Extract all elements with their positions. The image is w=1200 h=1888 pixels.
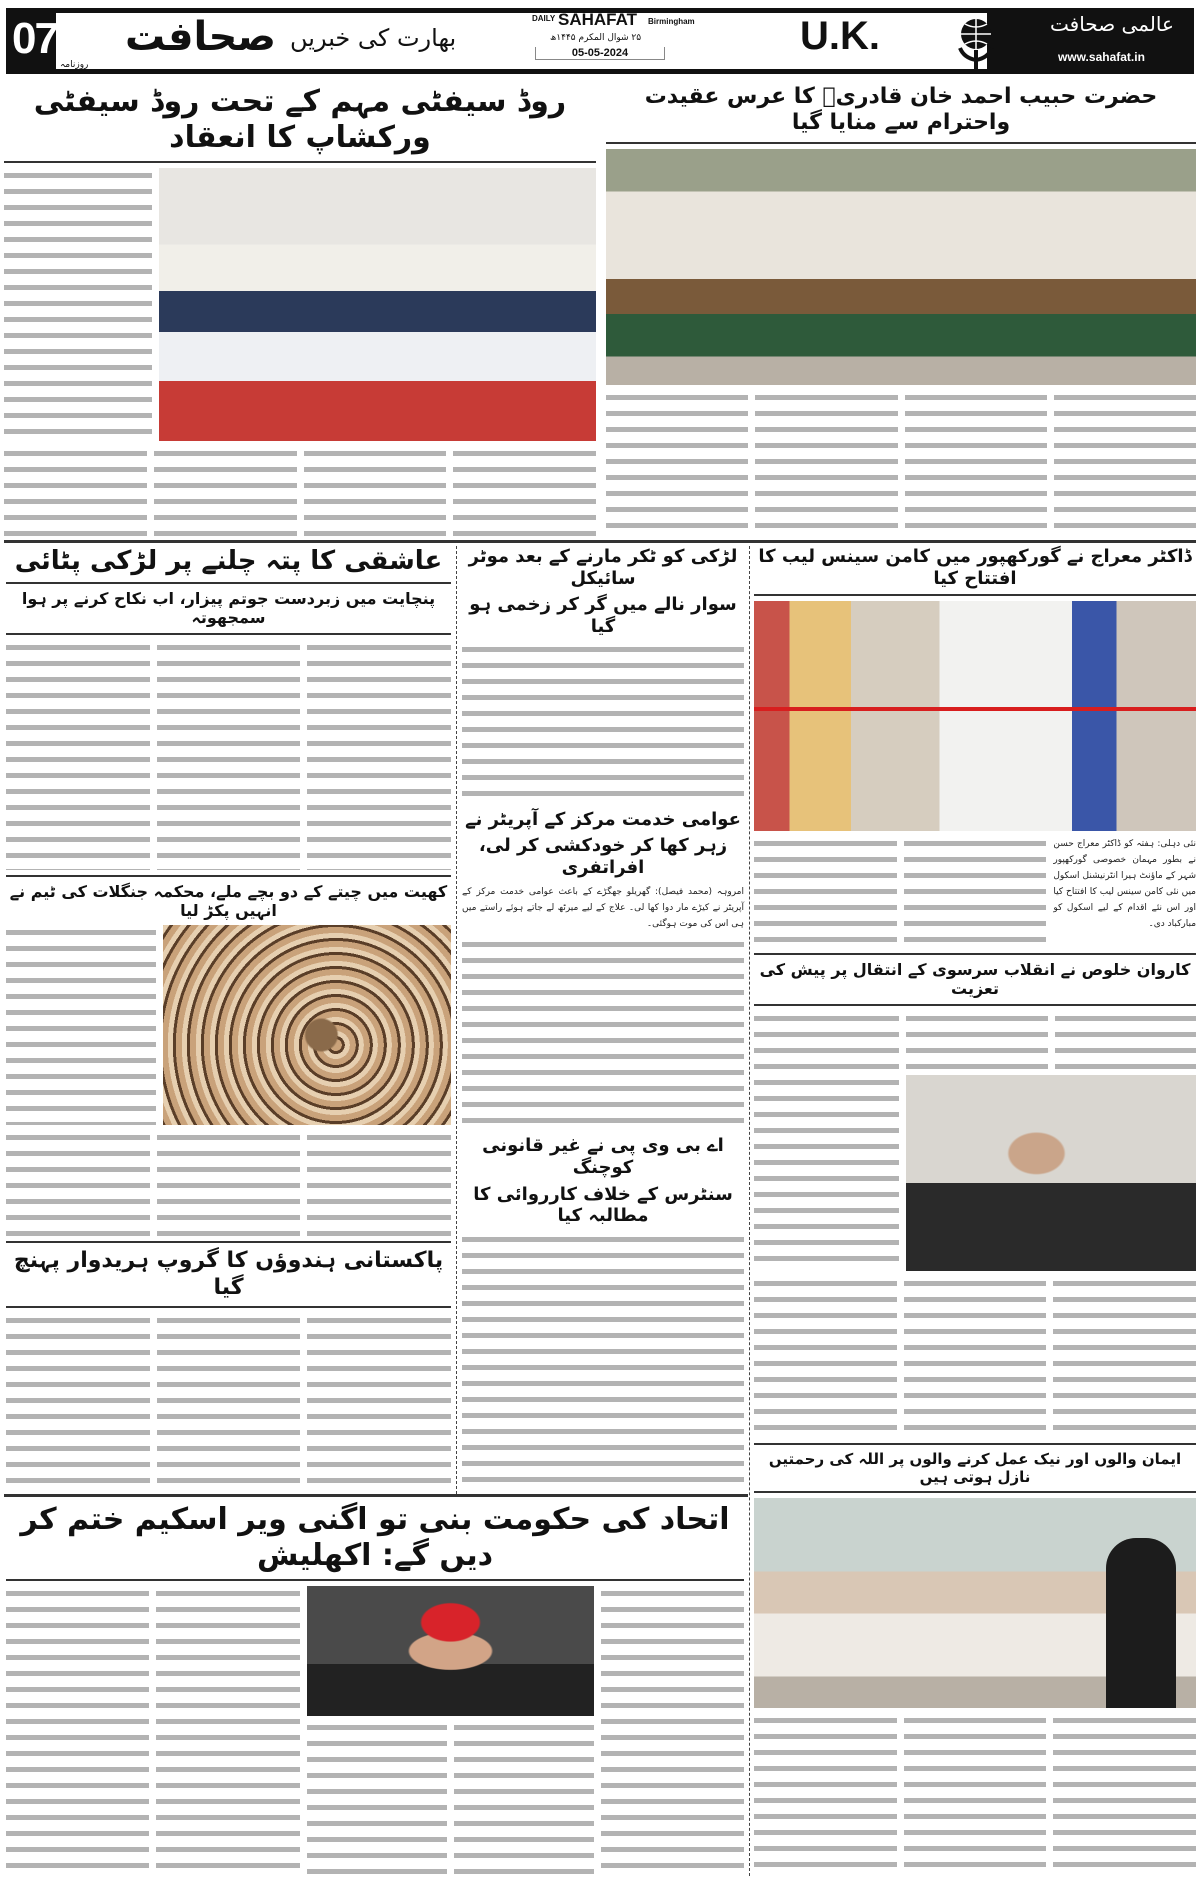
column-divider (456, 546, 457, 1494)
akhilesh-photo (307, 1586, 594, 1716)
divider (754, 1004, 1196, 1006)
brand-city: Birmingham (648, 17, 695, 26)
headline-urs: حضرت حبیب احمد خان قادریؒ کا عرس عقیدت واحترام سے منایا گیا (644, 84, 1158, 136)
religious-gathering-photo (754, 1498, 1196, 1708)
divider (6, 633, 451, 635)
daily-label: DAILY (532, 14, 556, 23)
condolence-text (754, 1276, 897, 1439)
headline-motorcycle-line1: لڑکی کو ٹکر مارنے کے بعد موٹر سائیکل (468, 546, 738, 589)
road-safety-workshop-photo (159, 168, 596, 441)
column-divider (749, 546, 750, 1876)
headline-leopard: کھیت میں چیتے کے دو بچے ملے، محکمہ جنگلات کی ٹیم نے انہیں پکڑ لیا (9, 881, 448, 920)
lab-lead: نئی دہلی: ہفتہ کو ڈاکٹر معراج حسن نے بطور مہمان خصوصی گورکھپور شہر کے ماؤنٹ ہیرا انٹرنیشنل اسکول میں نئی کامن سینس لیب کا افتتاح کیا اور اس نئے اقدام کے لیے اسکول کو مبارکباد دی۔ (1053, 839, 1197, 930)
divider (754, 1491, 1196, 1493)
pakistani-hindus-text (6, 1313, 150, 1490)
urs-text (606, 390, 748, 536)
akhilesh-text (6, 1586, 149, 1876)
akhilesh-text (601, 1586, 744, 1876)
globe-logo-icon (955, 14, 997, 70)
urs-article (606, 84, 1196, 536)
headline-ashiqi: عاشقی کا پتہ چلنے پر لڑکی پٹائی (14, 546, 443, 576)
headline-pakistani-hindus: پاکستانی ہندوؤں کا گروپ ہریدوار پہنچ گیا (13, 1248, 444, 1300)
pakistani-hindus-text (157, 1313, 301, 1490)
urs-text (1054, 390, 1196, 536)
leopard-text (6, 925, 156, 1125)
akhilesh-text (156, 1586, 299, 1876)
akhilesh-article (6, 1502, 744, 1876)
ashiqi-text (307, 640, 451, 870)
divider (754, 1443, 1196, 1445)
road-safety-text (304, 446, 447, 536)
ashiqi-text (6, 640, 150, 870)
motorcycle-text (462, 642, 744, 803)
leopard-cubs-photo (163, 925, 451, 1125)
section-title: بھارت کی خبریں (290, 24, 457, 52)
pakistani-hindus-text (307, 1313, 451, 1490)
urs-ceremony-photo (606, 149, 1196, 385)
abvp-text (462, 1232, 744, 1490)
condolence-text (1055, 1011, 1197, 1071)
headline-suicide-line1: عوامی خدمت مرکز کے آپریٹر نے (465, 808, 741, 830)
divider (754, 594, 1196, 596)
lab-text (904, 836, 1047, 948)
inqlab-sarsavi-photo (906, 1075, 1196, 1271)
divider (754, 953, 1196, 955)
iman-text (754, 1713, 897, 1876)
headline-iman: ایمان والوں اور نیک عمل کرنے والوں پر اللہ کی رحمتیں نازل ہوتی ہیں (768, 1450, 1182, 1487)
right-column (754, 546, 1196, 1876)
lab-inauguration-photo (754, 601, 1196, 831)
headline-abvp-line2: سنٹرس کے خلاف کارروائی کا مطالبہ کیا (473, 1183, 733, 1227)
headline-motorcycle-line2: سوار نالے میں گر کر زخمی ہو گیا (469, 594, 737, 637)
akhilesh-text (307, 1720, 447, 1876)
logo-text: عالمی صحافت (1050, 12, 1174, 36)
divider (606, 142, 1196, 144)
urs-text (755, 390, 897, 536)
left-column (6, 546, 451, 1490)
headline-abvp-line1: اے بی وی پی نے غیر قانونی کوچنگ (482, 1135, 724, 1178)
issue-date: 05-05-2024 (535, 47, 665, 60)
headline-suicide-line2: زہر کھا کر خودکشی کر لی، افراتفری (478, 835, 728, 878)
hijri-date: ۲۵ شوال المکرم ۱۴۴۵ھ (550, 33, 642, 43)
subhead-ashiqi: پنچایت میں زبردست جوتم پیزار، اب نکاح کرنے پر ہوا سمجھوتہ (21, 589, 436, 628)
paper-name: صحافت (125, 14, 277, 60)
leopard-text (307, 1130, 451, 1236)
condolence-text (904, 1276, 1047, 1439)
headline-akhilesh: اتحاد کی حکومت بنی تو اگنی ویر اسکیم ختم کر دیں گے: اکھلیش (20, 1502, 730, 1573)
website-link[interactable]: www.sahafat.in (1058, 50, 1145, 64)
suicide-text (462, 937, 744, 1131)
middle-column (462, 546, 744, 1490)
divider (4, 1494, 748, 1497)
divider (6, 875, 451, 877)
condolence-text (1053, 1276, 1196, 1439)
divider (4, 540, 1196, 543)
edition-label: U.K. (800, 14, 880, 58)
headline-condolence: کاروان خلوص نے انقلاب سرسوی کے انتقال پر پیش کی تعزیت (759, 960, 1191, 999)
divider (6, 1579, 744, 1581)
paper-name-small: روزنامہ (60, 60, 89, 70)
brand-name: SAHAFAT (558, 10, 638, 29)
divider (6, 582, 451, 584)
road-safety-text (4, 446, 147, 536)
lab-text (754, 836, 897, 948)
road-safety-text (154, 446, 297, 536)
leopard-text (6, 1130, 150, 1236)
road-safety-text (453, 446, 596, 536)
urs-text (905, 390, 1047, 536)
road-safety-article (4, 84, 596, 536)
headline-lab: ڈاکٹر معراج نے گورکھپور میں کامن سینس لیب کا افتتاح کیا (758, 546, 1192, 589)
ribbon (754, 707, 1196, 711)
headline-road-safety: روڈ سیفٹی مہم کے تحت روڈ سیفٹی ورکشاپ کا انعقاد (33, 84, 567, 155)
suicide-lead: امروہہ (محمد فیصل): گھریلو جھگڑے کے باعث عوامی خدمت مرکز کے آپریٹر نے کیڑے مار دوا کھا لی۔ علاج کے لیے میرٹھ لے جاتے ہوئے راستے میں ہی اس کی موت ہوگئی۔ (462, 886, 744, 929)
divider (6, 1241, 451, 1243)
road-safety-text (4, 168, 152, 441)
divider (4, 161, 596, 163)
ashiqi-text (157, 640, 301, 870)
iman-text (1053, 1713, 1196, 1876)
condolence-text (906, 1011, 1048, 1071)
divider (6, 1306, 451, 1308)
condolence-text (754, 1011, 899, 1271)
leopard-text (157, 1130, 301, 1236)
iman-text (904, 1713, 1047, 1876)
speaker-figure (1106, 1538, 1176, 1708)
page-number: 07 (12, 14, 57, 63)
akhilesh-text (454, 1720, 594, 1876)
